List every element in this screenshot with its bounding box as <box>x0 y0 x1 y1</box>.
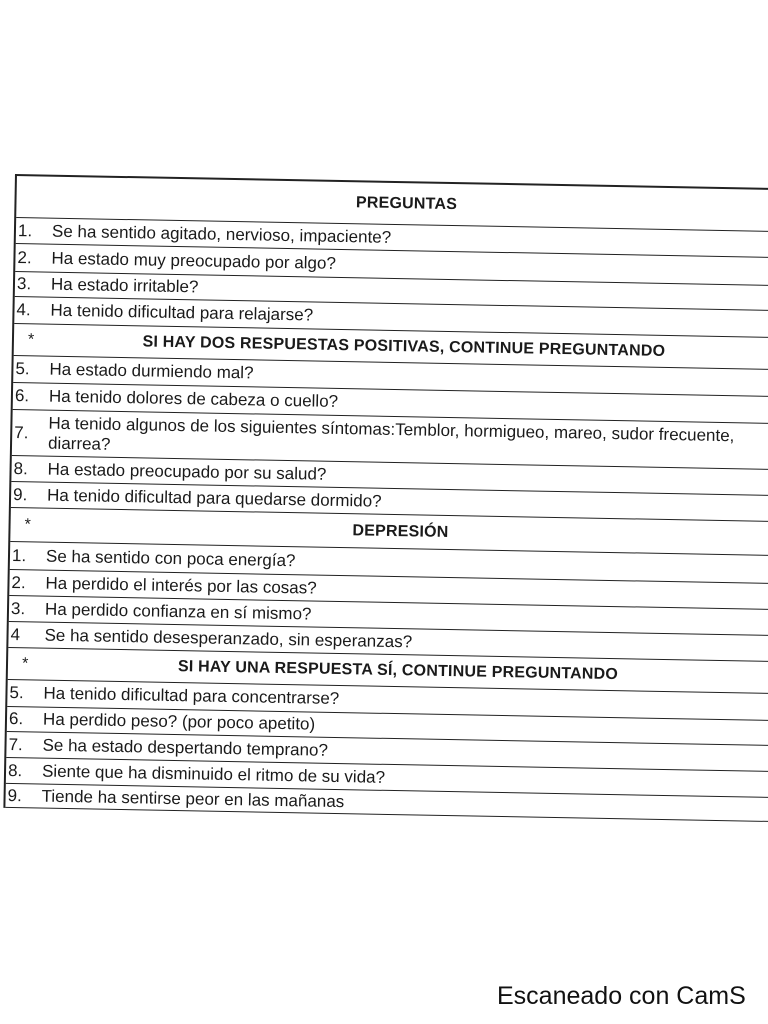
question-number: 6. <box>8 708 24 729</box>
question-text: Ha estado irritable? <box>50 274 199 297</box>
question-block-depression-2 <box>5 680 768 822</box>
question-block-anxiety-2 <box>11 356 768 522</box>
question-number: 8. <box>7 760 23 780</box>
scanner-watermark: Escaneado con CamS <box>497 982 746 1010</box>
question-number: 9. <box>7 785 22 805</box>
question-text: Ha perdido confianza en sí mismo? <box>44 599 312 624</box>
question-text: Se ha sentido desesperanzado, sin esperanzas? <box>44 625 413 651</box>
table-header-title: PREGUNTAS <box>355 193 458 213</box>
question-number: 1. <box>11 545 27 565</box>
asterisk-marker: * <box>24 515 32 533</box>
question-text: Ha estado preocupado por su salud? <box>47 459 327 484</box>
question-text: Ha tenido algunos de los siguientes síntomas:Temblor, hormigueo, mareo, sudor frecuente, diarrea? <box>47 413 735 454</box>
question-text: Ha tenido dificultad para relajarse? <box>50 300 314 325</box>
question-number: 1. <box>17 220 33 240</box>
asterisk-marker: * <box>21 654 29 672</box>
question-text: Ha estado muy preocupado por algo? <box>51 248 337 273</box>
questionnaire-table <box>3 174 768 822</box>
question-number: 7. <box>8 734 23 754</box>
instruction-text-2: SI HAY UNA RESPUESTA SÍ, CONTINUE PREGUNTANDO <box>177 657 619 683</box>
question-number: 9. <box>12 484 28 504</box>
question-block-anxiety-1 <box>14 218 768 338</box>
question-number: 4 <box>10 624 21 644</box>
question-text: Ha perdido peso? (por poco apetito) <box>42 709 316 734</box>
section-title-depression: DEPRESIÓN <box>352 521 449 541</box>
question-text: Se ha sentido agitado, nervioso, impaciente? <box>51 221 392 247</box>
question-number: 3. <box>16 274 32 294</box>
question-text: Se ha estado despertando temprano? <box>42 735 329 760</box>
question-number: 2. <box>17 247 32 267</box>
question-text: Siente que ha disminuido el ritmo de su vida? <box>41 761 386 787</box>
question-number: 8. <box>13 458 28 478</box>
question-number: 4. <box>16 300 31 320</box>
question-text: Ha perdido el interés por las cosas? <box>45 573 317 598</box>
question-number: 2. <box>11 572 26 592</box>
question-text: Tiende ha sentirse peor en las mañanas <box>41 786 345 811</box>
question-block-depression-1 <box>8 542 768 662</box>
question-text: Se ha sentido con poca energía? <box>45 546 296 570</box>
asterisk-marker: * <box>27 330 35 348</box>
question-text: Ha tenido dificultad para quedarse dormido? <box>46 485 382 511</box>
question-number: 5. <box>15 359 30 379</box>
question-text: Ha tenido dificultad para concentrarse? <box>43 683 340 709</box>
instruction-text-1: SI HAY DOS RESPUESTAS POSITIVAS, CONTINUE PREGUNTANDO <box>142 332 666 360</box>
question-number: 7. <box>14 422 29 442</box>
question-text: Ha tenido dolores de cabeza o cuello? <box>48 386 339 411</box>
question-number: 6. <box>14 386 30 406</box>
question-number: 5. <box>9 682 24 703</box>
question-number: 3. <box>10 598 26 618</box>
question-text: Ha estado durmiendo mal? <box>49 359 254 383</box>
